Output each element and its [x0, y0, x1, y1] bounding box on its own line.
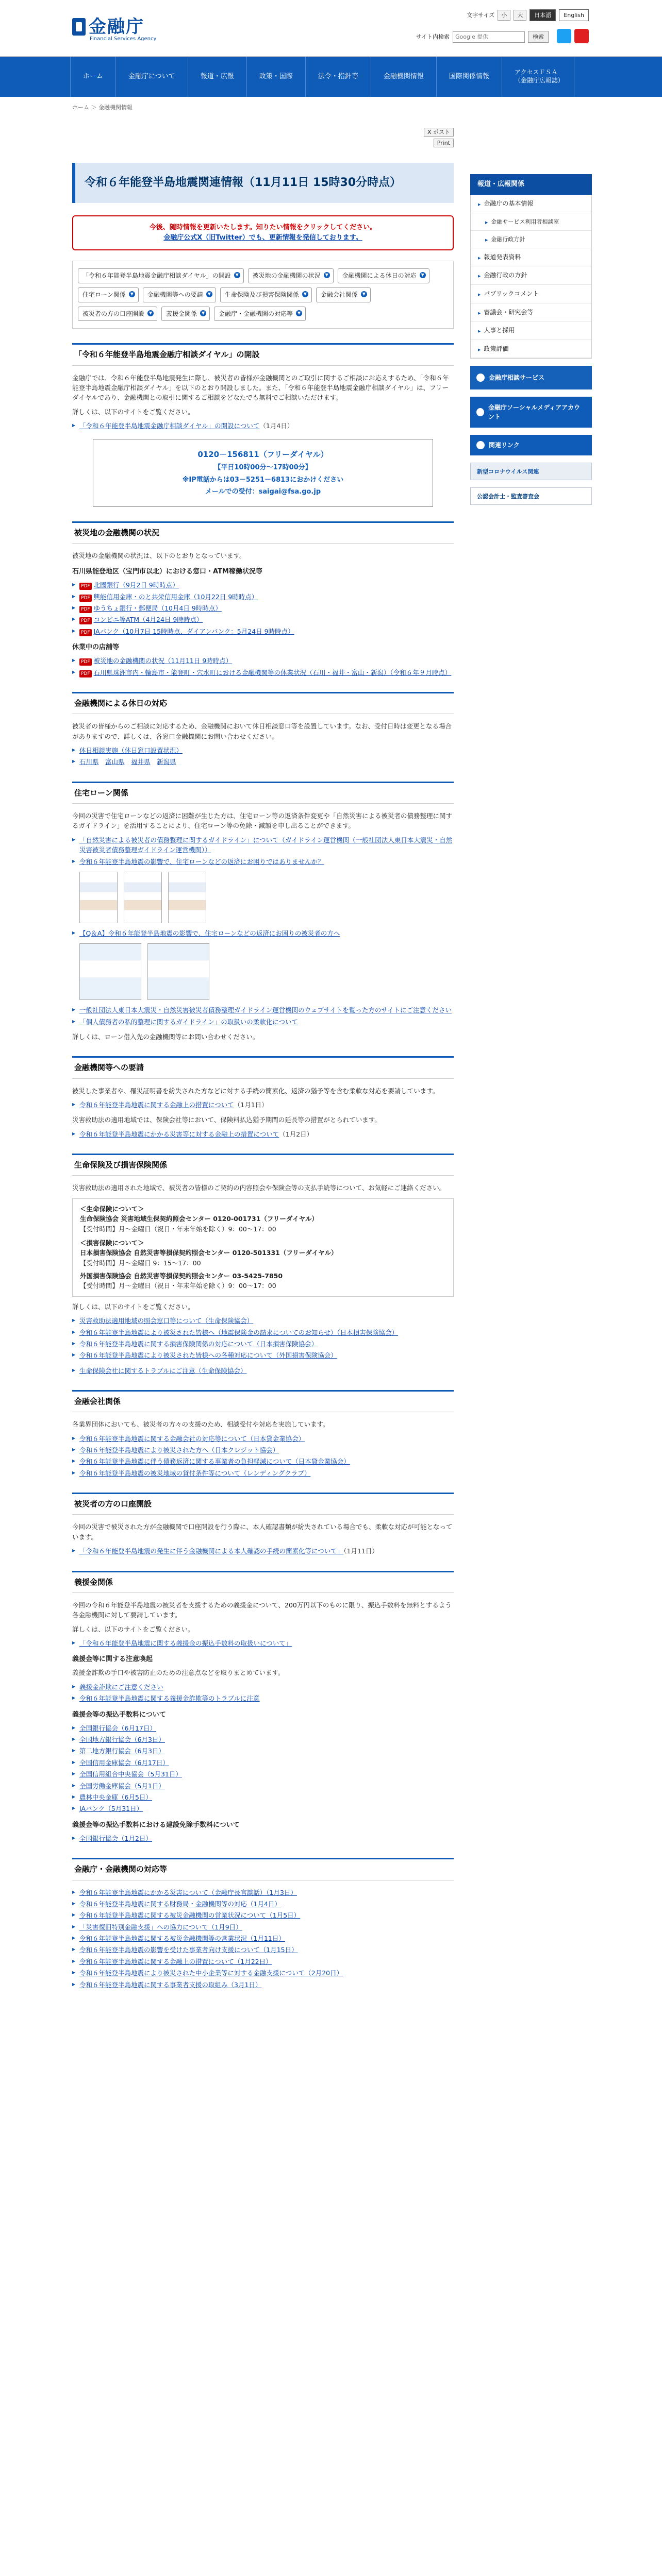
request-links-1	[72, 1100, 454, 1110]
list-item: ▶ 令和６年能登半島地震に関する被災金融機関の営業状況について（1月5日）	[72, 1910, 454, 1920]
section-account-body: 今回の災害で被災された方が金融機関で口座開設を行う際に、本人確認書類が紛失されている場合でも、柔軟な対応が可能となっています。	[72, 1523, 453, 1541]
lang-ja-button[interactable]: 日本語	[529, 9, 556, 21]
donation-fraud-links	[72, 1682, 454, 1704]
finance-co-links	[72, 1434, 454, 1479]
list-item: ▶ 令和６年能登半島地震により被災された中小企業等に対する金融支援について（2月20日）	[72, 1968, 454, 1978]
housing-links	[72, 835, 454, 867]
list-item: ▶ 令和６年能登半島地震に関する金融上の措置について（1月22日）	[72, 1957, 454, 1967]
donation-links	[72, 1638, 454, 1648]
pdf-icon: PDF	[79, 629, 92, 636]
youtube-icon[interactable]	[574, 29, 589, 43]
toc-item-dial[interactable]: 「令和６年能登半島地震金融庁相談ダイヤル」の開設 ▼	[78, 268, 244, 283]
lang-en-button[interactable]: English	[559, 9, 589, 21]
sidebar-item-council[interactable]: ▶ 審議会・研究会等	[471, 303, 591, 322]
sidebar-item-hr[interactable]: ▶ 人事と採用	[471, 321, 591, 340]
nav-press[interactable]: 報道・広報	[188, 57, 247, 97]
logo-text: 金融庁	[89, 16, 144, 37]
sidebar-subitem-policy[interactable]: ▶ 金融行政方針	[471, 231, 591, 248]
list-item: ▶ 「自然災害による被災者の債務整理に関するガイドライン」について（ガイドライン運営機関（一般社団法人東日本大震災・自然災害被災者債務整理ガイドライン運営機関））	[72, 835, 454, 855]
pdf-icon: PDF	[79, 658, 92, 666]
nav-laws[interactable]: 法令・指針等	[306, 57, 371, 97]
list-item: ▶ 全国銀行協会（1月2日）	[72, 1834, 454, 1843]
section-housing-heading: 住宅ローン関係	[72, 782, 454, 804]
toc-item-account[interactable]: 被災者の方の口座開設 ▼	[78, 307, 157, 321]
contact-tel: 0120－156811（フリーダイヤル）	[197, 450, 328, 460]
list-item: ▶ PDF JAバンク（10月7日 15時時点、ダイアンバンク：5月24日 9時時点）	[72, 626, 454, 636]
section-status-lead: 被災地の金融機関の状況は、以下のとおりとなっています。	[72, 551, 246, 560]
donation-sub-exempt: 義援金等の振込手数料における建設免除手数料について	[72, 1821, 240, 1829]
update-alert	[72, 215, 454, 250]
main-content	[72, 117, 454, 1995]
pdf-icon: PDF	[79, 583, 92, 590]
section-finance-co-heading: 金融会社関係	[72, 1390, 454, 1412]
donation-exempt-links	[72, 1834, 454, 1843]
list-item: ▶ 「災害復旧特別金融支援」への協力について（1月9日）	[72, 1922, 454, 1932]
table-of-contents	[72, 261, 454, 329]
donation-sub-body: 義援金詐欺の手口や被害防止のための注意点などを取りまとめています。	[72, 1669, 285, 1677]
nav-international[interactable]: 国際関係情報	[437, 57, 502, 97]
nav-access-fsa[interactable]: アクセスＦＳＡ（金融庁広報誌）	[502, 57, 574, 97]
list-item: ▶ 全国信用金庫協会（6月17日）	[72, 1758, 454, 1768]
list-item: ▶ 令和６年能登半島地震により被災された皆様へ（地震保険金の請求についてのお知らせ）（日本損害保険協会）	[72, 1328, 454, 1337]
list-item: ▶ 「令和６年能登半島地震金融庁相談ダイヤル」の開設について（1月4日）	[72, 421, 454, 431]
share-area	[72, 128, 454, 137]
dial-link[interactable]: 「令和６年能登半島地震金融庁相談ダイヤル」の開設について	[79, 422, 260, 430]
section-dial-heading: 「令和６年能登半島地震金融庁相談ダイヤル」の開設	[72, 343, 454, 365]
leaflet-thumbnails	[79, 872, 454, 923]
donation-sub-fees: 義援金等の振込手数料について	[72, 1710, 166, 1719]
toc-item-donation[interactable]: 義援金関係 ▼	[161, 307, 210, 321]
list-item: ▶ 農林中央金庫（6月5日）	[72, 1792, 454, 1802]
section-housing-body: 今回の災害で住宅ローンなどの返済に困難が生じた方は、住宅ローン等の返済条件変更や「自然災害による被災者の債務整理に関するガイドライン」を活用することにより、住宅ローン等の免除・減額を申し出ることができます。	[72, 812, 453, 830]
qa-thumbnails	[79, 943, 454, 1000]
fsa-logo-icon	[72, 18, 86, 36]
leaflet-image[interactable]	[124, 872, 162, 923]
nav-policy[interactable]: 政策・国際	[247, 57, 306, 97]
list-item: ▶ 災害救助法適用地域の照会窓口等について（生命保険協会）	[72, 1316, 454, 1326]
section-insurance-more: 詳しくは、以下のサイトをご覧ください。	[72, 1302, 194, 1311]
nav-home[interactable]: ホーム	[70, 57, 116, 97]
insurance-links-2	[72, 1366, 454, 1376]
link-icon	[476, 441, 485, 449]
list-item: ▶ PDF 石川県珠洲市内・輪島市・能登町・穴水町における金融機関等の休業状況（石川・福井・富山・新潟）（令和６年９月時点）	[72, 668, 454, 677]
contact-hours: 【平日10時00分～17時00分】	[214, 464, 312, 472]
sidebar-item-basic[interactable]: ▶ 金融庁の基本情報	[471, 195, 591, 213]
section-status-heading: 被災地の金融機関の状況	[72, 521, 454, 544]
status-links	[72, 580, 454, 636]
section-donation-heading: 義援金関係	[72, 1571, 454, 1593]
list-item: ▶ 生命保険会社に関するトラブルにご注意（生命保険協会）	[72, 1366, 454, 1376]
sidebar	[470, 174, 592, 505]
list-item: ▶ 令和６年能登半島地震に関する金融会社の対応等について（日本貸金業協会）	[72, 1434, 454, 1444]
list-item: ▶ 「令和６年能登半島地震の発生に伴う金融機関による本人確認の手続の簡素化等について」（1月11日）	[72, 1546, 454, 1556]
section-donation-more: 詳しくは、以下のサイトをご覧ください。	[72, 1625, 194, 1633]
sidebar-heading: 報道・広報関係	[470, 174, 592, 195]
list-item: ▶ 令和６年能登半島地震に関する被災金融機関等の営業状況（1月11日）	[72, 1934, 454, 1943]
list-item: ▶ 令和６年能登半島地震に関する財務局・金融機関等の対応（1月4日）	[72, 1899, 454, 1909]
sidebar-item-evaluation[interactable]: ▶ 政策評価	[471, 340, 591, 359]
section-response-heading: 金融庁・金融機関の対応等	[72, 1858, 454, 1880]
list-item: ▶ 令和６年能登半島地震にかかる災害等に対する金融上の措置について（1月2日）	[72, 1129, 454, 1139]
qa-image[interactable]	[79, 943, 141, 1000]
search-label: サイト内検索	[416, 33, 450, 40]
section-dial-more: 詳しくは、以下のサイトをご覧ください。	[72, 408, 194, 416]
section-account-heading: 被災者の方の口座開設	[72, 1493, 454, 1515]
list-item: ▶ 石川県 富山県 福井県 新潟県	[72, 757, 454, 767]
section-finance-co-body: 各業界団体においても、被災者の方々の支援のため、相談受付や対応を実施しています。	[72, 1420, 329, 1429]
list-item: ▶ 全国地方銀行協会（6月3日）	[72, 1735, 454, 1744]
x-post-button[interactable]: X ポスト	[424, 128, 454, 137]
sidebar-item-policy[interactable]: ▶ 金融行政の方針	[471, 266, 591, 285]
print-area	[72, 139, 454, 147]
holiday-links	[72, 745, 454, 767]
list-item: ▶ 全国信用組合中央協会（5月31日）	[72, 1769, 454, 1779]
site-header	[0, 0, 662, 57]
global-nav	[0, 57, 662, 97]
section-insurance-body: 災害救助法の適用された地域で、被災者の皆様のご契約の内容照会や保険金等の支払手続等について、お気軽にご連絡ください。	[72, 1184, 446, 1192]
section-holiday-body: 被災者の皆様からのご相談に対応するため、金融機関において休日相談窓口等を設置しています。なお、受付日時は変更となる場合がありますので、詳しくは、各窓口金融機関にお問い合わせください。	[72, 722, 452, 740]
text-size-large-button[interactable]: 大	[514, 10, 526, 21]
sidebar-item-press[interactable]: ▶ 報道発表資料	[471, 248, 591, 267]
list-item: ▶ 令和６年能登半島地震に関する金融上の措置について（1月1日）	[72, 1100, 454, 1110]
closed-links	[72, 656, 454, 677]
section-housing-note: 詳しくは、ローン借入先の金融機関等にお問い合わせください。	[72, 1033, 259, 1041]
list-item: ▶ 令和６年能登半島地震に関する義援金詐欺等のトラブルに注意	[72, 1693, 454, 1703]
alert-x-link[interactable]: 金融庁公式X（旧Twitter）でも、更新情報を発信しております。	[163, 234, 362, 242]
insurance-contacts: ＜生命保険について＞ 生命保険協会 災害地域生保契約照会センター 0120-001731（フリーダイヤル） 【受付時間】月～金曜日（祝日・年末年始を除く）9：00～17：00 ＜損害保険について＞ 日本損害保険協会 自然災害等損保契約照会センター 0120-501331（フリーダイヤル） 【受付時間】月～金曜日 9：15～17：00 外国損害保険協会 自然災害等損保契約照会センター 03-5425-7850 【受付時間】月～金曜日（祝日・年末年始を除く）9：00～17：00	[72, 1198, 454, 1297]
logo-subtitle: Financial Services Agency	[90, 36, 157, 42]
list-item: ▶ 一般社団法人東日本大震災・自然災害被災者債務整理ガイドライン運営機関のウェブサイトを覧った方のサイトにご注意ください	[72, 1005, 454, 1015]
donation-fee-links	[72, 1723, 454, 1814]
search-input[interactable]	[453, 31, 525, 43]
header-tools	[467, 9, 589, 21]
section-insurance-heading: 生命保険及び損害保険関係	[72, 1154, 454, 1176]
banner-consult[interactable]: 金融庁相談サービス	[470, 366, 592, 389]
list-item: ▶ 令和６年能登半島地震に関する事業者支援の取組み（3月1日）	[72, 1980, 454, 1990]
contact-ip: ※IP電話からは03－5251－6813におかけください	[182, 476, 344, 484]
contact-box	[93, 439, 433, 506]
list-item: ▶ PDF ゆうちょ銀行・郵便局（10月4日 9時時点）	[72, 603, 454, 613]
list-item: ▶ PDF 被災地の金融機関の状況（11月11日 9時時点）	[72, 656, 454, 666]
banner-covid[interactable]: 新型コロナウイルス関連	[470, 463, 592, 480]
list-item: ▶ 【Q＆A】令和６年能登半島地震の影響で、住宅ローンなどの返済にお困りの被災者の方へ	[72, 928, 454, 938]
list-item: ▶ 令和６年能登半島地震により被災された方へ（日本クレジット協会）	[72, 1445, 454, 1455]
toc-item-request[interactable]: 金融機関等への要請 ▼	[143, 287, 216, 302]
social-links	[557, 29, 589, 43]
nav-about[interactable]: 金融庁について	[116, 57, 188, 97]
search-row	[416, 31, 549, 43]
banner-cpaaob[interactable]: 公認会計士・監査審査会	[470, 487, 592, 505]
response-links	[72, 1888, 454, 1990]
leaflet-image[interactable]	[79, 872, 118, 923]
qa-image[interactable]	[147, 943, 209, 1000]
pdf-icon: PDF	[79, 617, 92, 624]
sidebar-subitem-consult[interactable]: ▶ 金融サービス利用者相談室	[471, 213, 591, 231]
toc-item-insurance[interactable]: 生命保険及び損害保険関係 ▼	[220, 287, 312, 302]
text-size-label: 文字サイズ	[467, 12, 495, 19]
list-item: ▶ 「個人債務者の私的整理に関するガイドライン」の取扱いの柔軟化について	[72, 1017, 454, 1027]
toc-item-response[interactable]: 金融庁・金融機関の対応等 ▼	[214, 307, 306, 321]
breadcrumb: ホーム ＞ 金融機関情報	[72, 104, 133, 111]
section-status-sub2: 休業中の店舗等	[72, 643, 120, 652]
list-item: ▶ 第二地方銀行協会（6月3日）	[72, 1746, 454, 1756]
alert-line-1: 今後、随時情報を更新いたします。知りたい情報をクリックしてください。	[149, 224, 377, 232]
list-item: ▶ 令和６年能登半島地震に伴う債務返済に関する事業者の負担軽減について（日本貸金業協会）	[72, 1456, 454, 1466]
section-dial-links	[72, 421, 454, 431]
section-status-sub1: 石川県能登地区（宝門市以北）における窓口・ATM稼働状況等	[72, 568, 262, 576]
account-links	[72, 1546, 454, 1556]
list-item: ▶ 令和６年能登半島地震に関する損害保険関係の対応について（日本損害保険協会）	[72, 1339, 454, 1349]
list-item: ▶ PDF コンビニ等ATM（4月24日 9時時点）	[72, 615, 454, 624]
list-item: ▶ PDF 興能信用金庫・のと共栄信用金庫（10月22日 9時時点）	[72, 592, 454, 602]
nav-institutions[interactable]: 金融機関情報	[371, 57, 437, 97]
list-item: ▶ 令和６年能登半島地震の影響を受けた事業者向け支援について（1月15日）	[72, 1945, 454, 1955]
list-item: ▶ PDF 北國銀行（9月2日 9時時点）	[72, 580, 454, 590]
pdf-icon: PDF	[79, 595, 92, 602]
toc-item-holiday[interactable]: 金融機関による休日の対応 ▼	[338, 268, 429, 283]
list-item: ▶ 「令和６年能登半島地震に関する義援金の振込手数料の取扱いについて」	[72, 1638, 454, 1648]
print-button[interactable]: Print	[434, 139, 454, 147]
section-holiday-heading: 金融機関による休日の対応	[72, 692, 454, 714]
section-request-heading: 金融機関等への要請	[72, 1056, 454, 1078]
housing-links-2	[72, 928, 454, 938]
list-item: ▶ 全国銀行協会（6月17日）	[72, 1723, 454, 1733]
list-item: ▶ 令和６年能登半島地震の被災地域の貸付条件等について（レンディングクラブ）	[72, 1468, 454, 1478]
text-size-small-button[interactable]: 小	[498, 10, 510, 21]
list-item: ▶ JAバンク（5月31日）	[72, 1804, 454, 1814]
pdf-icon: PDF	[79, 606, 92, 613]
list-item: ▶ 全国労働金庫協会（5月1日）	[72, 1781, 454, 1791]
banner-links[interactable]: 関連リンク	[470, 435, 592, 455]
x-icon[interactable]	[557, 29, 571, 43]
insurance-links	[72, 1316, 454, 1361]
sidebar-list	[470, 195, 592, 359]
share-icon	[476, 408, 484, 416]
section-request-body2: 災害救助法の適用地域では、保険会社等において、保険料払込猶予期間の延長等の措置がとられています。	[72, 1116, 381, 1124]
pdf-icon: PDF	[79, 670, 92, 677]
list-item: ▶ 令和６年能登半島地震の影響で、住宅ローンなどの返済にお困りではありませんか？	[72, 857, 454, 867]
phone-icon	[476, 374, 485, 382]
list-item: ▶ 令和６年能登半島地震にかかる災害について（金融庁長官談話）（1月3日）	[72, 1888, 454, 1897]
toc-item-finance-co[interactable]: 金融会社関係 ▼	[316, 287, 371, 302]
sidebar-item-comment[interactable]: ▶ パブリックコメント	[471, 285, 591, 303]
search-button[interactable]: 検索	[528, 31, 549, 43]
page-title: 令和６年能登半島地震関連情報（11月11日 15時30分時点）	[72, 163, 454, 203]
donation-sub-fraud: 義援金等に関する注意喚起	[72, 1655, 153, 1664]
section-request-body1: 被災した事業者や、罹災証明書を紛失された方などに対する手続の簡素化、返済の猶予等を含む柔軟な対応を要請しています。	[72, 1087, 439, 1095]
request-links-2	[72, 1129, 454, 1139]
list-item: ▶ 義援金詐欺にご注意ください	[72, 1682, 454, 1692]
list-item: ▶ 休日相談実施（休日窓口設置状況）	[72, 745, 454, 755]
leaflet-image[interactable]	[168, 872, 206, 923]
housing-links-3	[72, 1005, 454, 1027]
banner-social[interactable]: 金融庁ソーシャルメディアアカウント	[470, 397, 592, 428]
section-donation-body: 今回の令和６年能登半島地震の被災者を支援するための義援金について、200万円以下のものに限り、振込手数料を無料とするよう各金融機関に対して要請しています。	[72, 1601, 452, 1619]
toc-item-status[interactable]: 被災地の金融機関の状況 ▼	[248, 268, 334, 283]
contact-mail[interactable]: メールでの受付：saigai@fsa.go.jp	[205, 488, 321, 496]
list-item: ▶ 令和６年能登半島地震により被災された皆様への各種対応について（外国損害保険協会）	[72, 1350, 454, 1360]
toc-item-housing[interactable]: 住宅ローン関係 ▼	[78, 287, 139, 302]
section-dial-body: 金融庁では、令和６年能登半島地震発生に際し、被災者の皆様が金融機関とのご取引に関するご相談にお応えするため、「令和６年能登半島地震金融庁相談ダイヤル」を以下のとおり開設しました。また、「令和６年能登半島地震金融庁相談ダイヤル」は、フリーダイヤルであり、金融機関との取引に関するご相談をどなたでも無料でご相談いただけます。	[72, 374, 449, 402]
